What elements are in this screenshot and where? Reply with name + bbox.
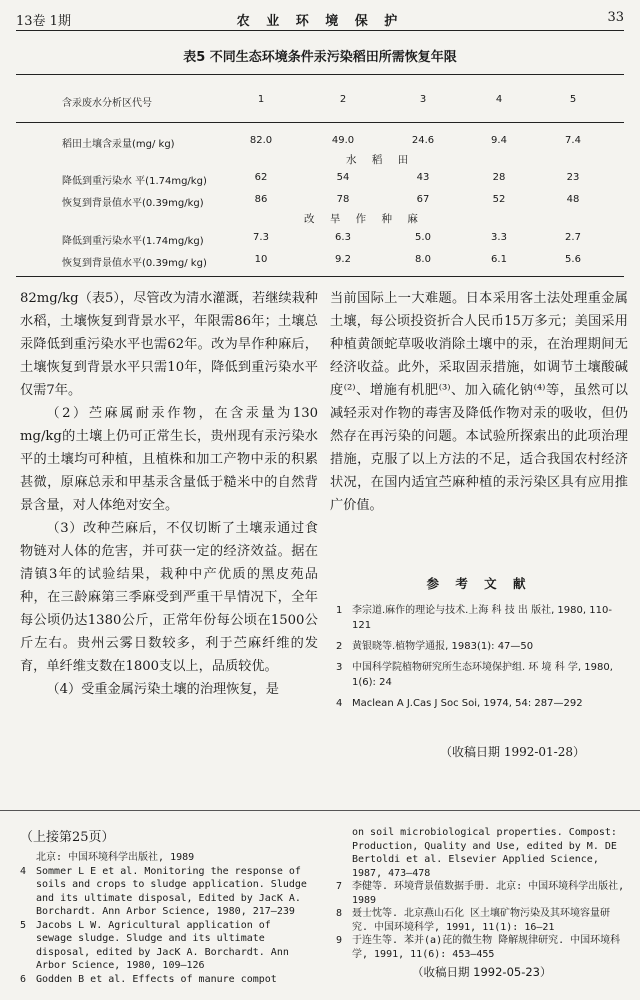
body-left-column	[20, 287, 318, 701]
reference-item	[20, 973, 310, 987]
table-row	[62, 230, 622, 248]
table-top-rule	[16, 74, 624, 75]
reference-item	[336, 880, 626, 907]
reference-text: 中国科学院植物研究所生态环境保护组. 环 境 科 学, 1980, 1(6): 24	[352, 662, 613, 688]
reference-text: Godden B et al. Effects of manure compot	[36, 973, 277, 985]
cell: 7.3	[253, 232, 269, 243]
running-header	[16, 6, 624, 30]
row-label: 降低到重污染水平(1.74mg/kg)	[62, 236, 204, 247]
paragraph: 82mg/kg（表5），尽管改为清水灌溉，若继续栽种水稻，土壤恢复到背景水平，年限需86年；土壤总汞降低到重污染水平也需62年。改为旱作种麻后，土壤恢复到背景水平只需10年，降低到重污染水平仅需7年。	[20, 291, 318, 398]
table-caption: 表5 不同生态环境条件汞污染稻田所需恢复年限	[183, 50, 457, 65]
col-code: 3	[419, 94, 427, 105]
cell: 43	[416, 172, 430, 183]
reference-text: 聂士忱等. 北京燕山石化 区土壤矿物污染及其环境容量研究. 中国环境科学, 1991, 11(1): 16—21	[352, 908, 611, 933]
table-row	[62, 192, 622, 210]
cell: 6.3	[335, 232, 351, 243]
reference-text: Sommer L E et al. Monitoring the response of soils and crops to sludge application. Sludge and its ultimate disposal, Edited by JacK A. Borchardt. Ann Arbor Science, 1980, 217—239	[36, 865, 307, 917]
cell: 2.7	[565, 232, 581, 243]
reference-number: 5	[20, 919, 27, 931]
cell: 54	[336, 172, 350, 183]
cell: 9.4	[491, 135, 507, 146]
reference-text: 黄银晓等.植物学通报, 1983(1): 47—50	[352, 641, 534, 652]
paragraph: 当前国际上一大难题。日本采用客土法处理重金属土壤，每公顷投资折合人民币15万多元；美国采用种植黄颌蛇草吸收消除土壤中的汞，在治理期间无经济收益。此外，采取固汞措施，如调节土壤酸碱度⁽²⁾、增施有机肥⁽³⁾、加入硫化钠⁽⁴⁾等，虽然可以减轻汞对作物的毒害及降低作物对汞的吸收，但仍然存在再污染的问题。本试验所探索出的此项治理措施，克服了以上方法的不足，适合我国农村经济状况，在国内适宜苎麻种植的汞污染区具有应用推广价值。	[330, 291, 628, 513]
reference-item	[336, 603, 626, 633]
reference-number: 6	[20, 973, 27, 985]
reference-item	[20, 865, 310, 919]
cell: 8.0	[415, 254, 431, 265]
cell: 28	[492, 172, 506, 183]
table-bottom-rule	[16, 276, 624, 277]
references-heading: 参 考 文 献	[426, 576, 532, 591]
reference-text: 于连生等. 苯并(a)芘的微生物 降解规律研究. 中国环境科学, 1991, 11(6): 453—455	[352, 935, 621, 960]
reference-number: 1	[336, 605, 343, 616]
header-rule	[16, 30, 624, 31]
table-row	[62, 252, 622, 270]
continued-refs-left	[20, 851, 310, 986]
cell: 6.1	[491, 254, 507, 265]
paragraph: （4）受重金属污染土壤的治理恢复，是	[46, 682, 279, 697]
reference-text: 李宗道.麻作的理论与技术.上海 科 技 出 版社, 1980, 110-121	[352, 605, 612, 631]
reference-number: 8	[336, 908, 343, 919]
journal-title: 农 业 环 境 保 护	[236, 14, 404, 29]
reference-item	[336, 907, 626, 934]
section-paddy: 水 稻 田	[346, 154, 415, 166]
cell: 23	[566, 172, 580, 183]
continued-heading: （上接第25页）	[20, 830, 115, 845]
page-divider	[0, 810, 640, 811]
reference-number: 4	[336, 698, 343, 709]
paragraph: （2）苎麻属耐汞作物，在含汞量为130 mg/kg的土壤上仍可正常生长，贵州现有汞污染水平的土壤均可种植，且植株和加工产物中汞的积累甚微，原麻总汞和甲基汞含量低于糙米中的自然背景含量，对人体绝对安全。	[20, 406, 318, 513]
row-label: 恢复到背景值水平(0.39mg/kg)	[62, 198, 204, 209]
cell: 3.3	[491, 232, 507, 243]
body-right-column	[330, 287, 628, 517]
cell: 7.4	[565, 135, 581, 146]
row-label: 降低到重污染水 平(1.74mg/kg)	[62, 176, 207, 187]
cell: 78	[336, 194, 350, 205]
reference-number: 3	[336, 662, 343, 673]
cell: 48	[566, 194, 580, 205]
cell: 24.6	[411, 135, 435, 146]
col-code: 1	[257, 94, 265, 105]
cell: 82.0	[249, 135, 273, 146]
cell: 67	[416, 194, 430, 205]
col-code: 4	[495, 94, 503, 105]
soil-mercury-row	[62, 133, 622, 151]
table-row	[62, 170, 622, 188]
cell: 62	[254, 172, 268, 183]
reference-item	[336, 660, 626, 690]
reference-text: Jacobs L W. Agricultural application of sewage sludge. Sludge and its ultimate disposal, edited by JacK A. Borchardt. Ann Arbor Science, 1980, 109—126	[36, 919, 289, 971]
references-list	[336, 603, 626, 717]
cell: 5.0	[415, 232, 431, 243]
col-code: 2	[339, 94, 347, 105]
received-date-2: （收稿日期 1992-05-23）	[412, 965, 552, 979]
row-label: 恢复到背景值水平(0.39mg/ kg)	[62, 258, 207, 269]
page-number: 33	[607, 10, 624, 25]
section-dryland: 改 旱 作 种 麻	[304, 213, 424, 225]
row-label: 稻田土壤含汞量(mg/ kg)	[62, 139, 175, 150]
reference-text: Maclean A J.Cas J Soc Soi, 1974, 54: 287—292	[352, 698, 583, 709]
reference-text: 北京: 中国环境科学出版社, 1989	[36, 852, 195, 863]
issue-label: 13卷 1期	[16, 14, 71, 29]
cell: 10	[254, 254, 268, 265]
paragraph: （3）改种苎麻后，不仅切断了土壤汞通过食物链对人体的危害，并可获一定的经济效益。据在清镇3年的试验结果，栽种中产优质的黑皮苑品种，在三龄麻第三季麻受到严重干旱情况下，全年每公顷仍达1380公斤，正常年份每公顷在1500公斤左右。贵州云雾日数较多，利于苎麻纤维的发育，单纤维支数在1800支以上，品质较优。	[20, 521, 318, 674]
col-code: 5	[569, 94, 577, 105]
reference-item	[336, 934, 626, 961]
reference-number: 2	[336, 641, 343, 652]
cell: 52	[492, 194, 506, 205]
reference-text: on soil microbiological properties. Compost: Production, Quality and Use, edited by M. DE Bertoldi et al. Elsevier Applied Science, 1987, 473—478	[352, 827, 617, 879]
reference-number: 4	[20, 865, 27, 877]
table-header-row	[62, 92, 622, 110]
continued-refs-right	[336, 826, 626, 961]
col-header-label: 含汞废水分析区代号	[62, 98, 152, 109]
cell: 9.2	[335, 254, 351, 265]
reference-item	[336, 696, 626, 711]
cell: 49.0	[331, 135, 355, 146]
reference-item	[20, 919, 310, 973]
received-date: （收稿日期 1992-01-28）	[440, 745, 586, 759]
reference-text: 李健等. 环境背景值数据手册. 北京: 中国环境科学出版社, 1989	[352, 881, 625, 906]
table-header-rule	[16, 122, 624, 123]
reference-number: 7	[336, 881, 343, 892]
cell: 5.6	[565, 254, 581, 265]
cell: 86	[254, 194, 268, 205]
reference-number: 9	[336, 935, 343, 946]
reference-item	[336, 639, 626, 654]
